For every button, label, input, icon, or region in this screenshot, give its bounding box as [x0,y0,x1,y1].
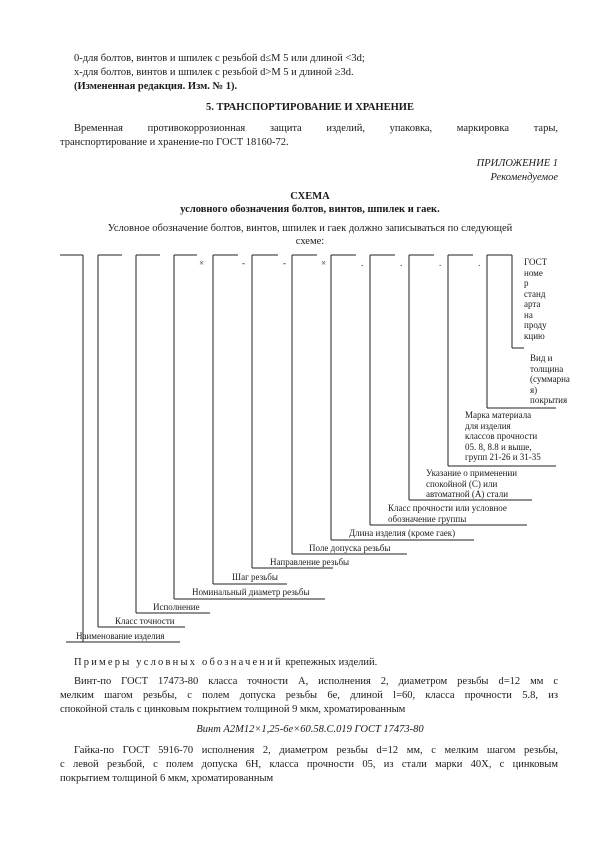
label-material: Марка материала для изделия классов прочности 05. 8, 8.8 и выше, групп 21-26 и 31-35 [465,410,541,462]
label-strength: Класс прочности или условное обозначение группы [388,503,507,524]
scheme-intro-2: схеме: [295,236,325,247]
label-diameter: Номинальный диаметр резьбы [192,587,310,597]
appendix-label: ПРИЛОЖЕНИЕ 1 [476,158,558,169]
separator-dot-2: . [400,258,403,268]
section-text-1: Временная противокоррозионная защита изделий, упаковка, маркировка тары, [74,123,558,134]
label-pitch: Шаг резьбы [232,572,278,582]
separator-dash-2: - [283,258,286,268]
example1-line-1: Винт-по ГОСТ 17473-80 класса точности А, исполнения 2, диаметром резьбы d=12 мм с [74,676,558,687]
scheme-intro-1: Условное обозначение болтов, винтов, шпилек и гаек должно записываться по следующей [107,223,513,234]
label-tolerance: Поле допуска резьбы [309,543,391,553]
label-accuracy: Класс точности [115,616,175,626]
example2-line-1: Гайка-по ГОСТ 5916-70 исполнения 2, диаметром резьбы d=12 мм, с мелким шагом резьбы, [74,745,558,756]
label-version: Исполнение [153,602,200,612]
gost-number-note: ГОСТ номе р станд арта на проду кцию [524,257,548,341]
top-line-2: х-для болтов, винтов и шпилек с резьбой d>M 5 и длиной ≥3d. [74,67,354,78]
label-steel: Указание о применении спокойной (С) или автоматной (А) стали [426,468,518,499]
example1-line-3: спокойной сталь с цинковым покрытием толщиной 9 мкм, хроматированным [60,704,406,715]
section-title: 5. ТРАНСПОРТИРОВАНИЕ И ХРАНЕНИЕ [206,102,414,113]
separator-times-2: × [321,258,327,268]
examples-heading-spaced: Примеры условных обозначений [74,657,283,668]
top-line-1: 0-для болтов, винтов и шпилек с резьбой d≤M 5 или длиной <3d; [74,53,365,64]
label-coating: Вид и толщина (суммарна я) покрытия [530,353,570,405]
separator-times-1: × [199,258,205,268]
label-name: Наименование изделия [76,631,165,641]
example2-line-3: покрытием толщиной 6 мкм, хроматированным [60,773,274,784]
example2-line-2: с левой резьбой, с полем допуска 6H, класса прочности 05, из стали марки 40Х, с цинковым [60,759,558,770]
label-direction: Направление резьбы [270,557,350,567]
examples-heading-rest: крепежных изделий. [282,657,378,668]
scheme-title: СХЕМА [290,191,330,202]
separator-dash-1: - [242,258,245,268]
separator-dot-3: . [439,258,442,268]
scheme-subtitle: условного обозначения болтов, винтов, шпилек и гаек. [180,204,440,215]
examples-heading [74,656,377,669]
separator-dot-4: . [478,258,481,268]
example1-designation: Винт А2М12×1,25-6e×60.58.С.019 ГОСТ 17473-80 [196,724,424,735]
appendix-status: Рекомендуемое [490,172,558,183]
example1-line-2: мелким шагом резьбы, с полем допуска резьбы 6e, длиной l=60, класса прочности 5.8, из [60,690,558,701]
separator-dot-1: . [361,258,364,268]
label-length: Длина изделия (кроме гаек) [349,528,456,538]
amendment-note: (Измененная редакция. Изм. № 1). [74,81,238,92]
section-text-2: транспортирование и хранение-по ГОСТ 18160-72. [60,137,289,148]
